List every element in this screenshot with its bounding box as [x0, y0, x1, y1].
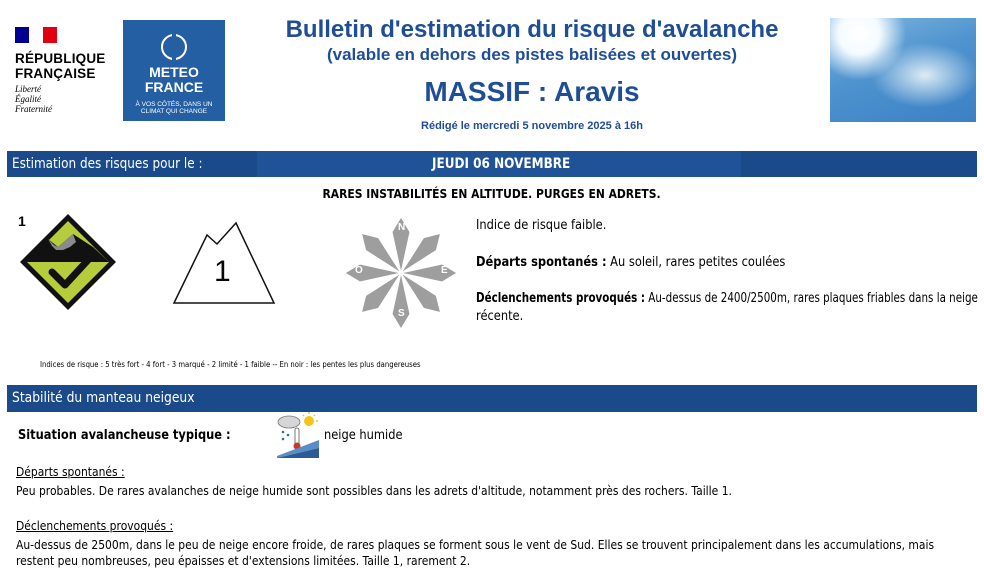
stability-provoked-text-2: restent peu nombreuses, peu épaisses et d'extensions limitées. Taille 1, rarement 2.	[16, 553, 471, 568]
stability-spontaneous-text: Peu probables. De rares avalanches de neige humide sont possibles dans les adrets d'altitude, notamment près des rochers. Taille 1.	[16, 483, 732, 498]
rose-label-n: N	[398, 222, 406, 233]
rf-title: RÉPUBLIQUE FRANÇAISE	[15, 51, 106, 81]
written-date: Rédigé le mercredi 5 novembre 2025 à 16h	[421, 120, 643, 132]
sky-photo	[830, 18, 976, 122]
mountain-risk-level: 1	[214, 255, 231, 288]
risk-date: JEUDI 06 NOVEMBRE	[432, 156, 571, 172]
risk-spontaneous: Départs spontanés : Au soleil, rares petites coulées	[476, 255, 786, 270]
meteo-france-tagline: À VOS CÔTÉS, DANS UN CLIMAT QUI CHANGE	[135, 101, 213, 115]
french-flag-icon	[15, 27, 57, 43]
risk-band-label: Estimation des risques pour le :	[12, 156, 203, 172]
risk-headline: RARES INSTABILITÉS EN ALTITUDE. PURGES EN ADRETS.	[322, 186, 662, 201]
massif-title: MASSIF : Aravis	[424, 76, 640, 107]
situation-label: Situation avalancheuse typique :	[18, 428, 231, 443]
risk-provoked-cont: récente.	[476, 309, 524, 324]
stability-spontaneous-title: Départs spontanés :	[16, 464, 125, 479]
risk-legend: Indices de risque : 5 très fort - 4 fort - 3 marqué - 2 limité - 1 faible -- En noir : les pentes les plus dangereuses	[40, 360, 421, 369]
wet-snow-icon	[275, 412, 321, 458]
risk-index-text: Indice de risque faible.	[476, 218, 607, 233]
stability-provoked-text-1: Au-dessus de 2500m, dans le peu de neige encore froide, de rares plaques se forment sous le vent de Sud. Elles se trouvent principalement dans les accumulations, mais	[16, 537, 935, 552]
rose-label-o: O	[355, 265, 363, 276]
stability-band	[7, 385, 977, 412]
risk-band	[7, 151, 977, 177]
risk-level-pictogram-icon	[18, 212, 118, 312]
rose-label-e: E	[441, 265, 448, 276]
meteo-france-logo	[123, 20, 225, 121]
meteo-france-emblem-icon	[161, 34, 187, 60]
risk-level-number: 1	[18, 213, 26, 229]
situation-value: neige humide	[324, 428, 403, 443]
rf-motto: Liberté Égalité Fraternité	[15, 84, 52, 114]
stability-band-label: Stabilité du manteau neigeux	[12, 390, 195, 406]
risk-provoked: Déclenchements provoqués : Au-dessus de 2400/2500m, rares plaques friables dans la neige	[476, 291, 978, 306]
bulletin-subtitle: (valable en dehors des pistes balisées et ouvertes)	[326, 45, 738, 64]
republique-francaise-logo	[15, 27, 115, 114]
stability-provoked-title: Déclenchements provoqués :	[16, 518, 174, 533]
rose-label-s: S	[398, 308, 405, 319]
bulletin-title: Bulletin d'estimation du risque d'avalanche	[285, 16, 779, 43]
meteo-france-name: METEO FRANCE	[144, 64, 204, 95]
